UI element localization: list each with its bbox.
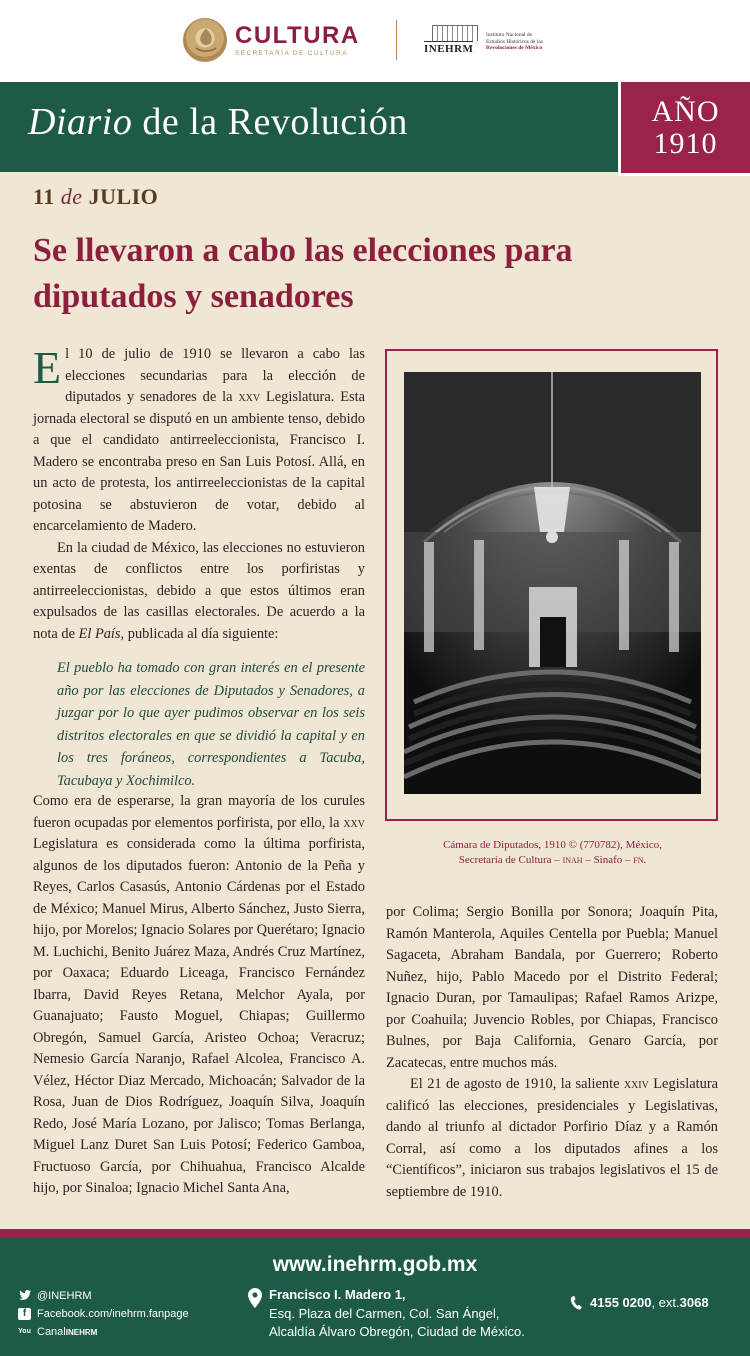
drop-cap: E	[33, 342, 62, 393]
top-header	[0, 0, 750, 82]
paragraph-3: Como era de esperarse, la gran mayoría de los curules fueron ocupadas por elementos porfirista, por ello, la xxv Legislatura es considerada como la última porfirista, algunos de los diputados fueron: Antonio de la Peña y Reyes, Carlos Casasús, Antonio Cárdenas por el Estado de México; Manuel Mirus, Alberto Sánchez, Justo Sierra, hijo, por Morelos; Ignacio Solares por Querétaro; Ignacio M. Luchichi, Benito Juárez Maza, Andrés Cruz Martínez, por Oaxaca; Eduardo Liceaga, Francisco Fernández Ibarra, David Reyes Retana, Melchor Ayala, por Guanajuato; Fausto Moguel, Chiapas; Guillermo Obregón, Samuel García, Aristeo Ochoa; Veracruz; Nemesio García Naranjo, Rafael Alcolea, Francisco A. Vélez, Héctor Diaz Mercado, Michoacán; Salvador de la Rosa, Juan de Dios Rodríguez, Joaquín Silva, Joaquín Redo, José María Lozano, por Jalisco; Tomas Berlanga, Miguel Lanz Duret San Luis Potosí; Federico Gamboa, Fructuoso García, por Chihuahua, Francisco Alcalde hijo, por Sinaloa; Ignacio Michel Santa Ana,	[33, 793, 365, 1196]
building-icon	[432, 25, 478, 41]
article-body-right	[386, 902, 718, 1203]
article-date: 11 de JULIO	[33, 184, 159, 209]
location-pin-icon	[248, 1288, 262, 1308]
paragraph-4: El 21 de agosto de 1910, la saliente xxiv Legislatura calificó las elecciones, presidenciales y Legislativas, dando al triunfo al dictador Porfirio Díaz y a Ramón Corral, así como a los diputados afines a los “Científicos”, iniciaron sus trabajos legislativos el 15 de septiembre de 1910.	[386, 1076, 718, 1200]
article-body-left-2	[33, 791, 365, 1200]
year-value: 1910	[653, 127, 718, 160]
chamber-of-deputies-photo[interactable]	[404, 372, 701, 794]
article-headline: Se llevaron a cabo las elecciones para diputados y senadores	[33, 232, 573, 315]
cultura-wordmark: CULTURA	[235, 21, 360, 49]
twitter-link[interactable]: @INEHRM	[18, 1287, 189, 1305]
youtube-icon: You	[18, 1328, 31, 1335]
cultura-subtitle: SECRETARÍA DE CULTURA	[235, 49, 348, 57]
website-link[interactable]: www.inehrm.gob.mx	[272, 1253, 478, 1276]
cultura-logo[interactable]	[183, 18, 360, 62]
inehrm-logo[interactable]	[424, 25, 564, 59]
year-badge	[618, 82, 750, 176]
inehrm-wordmark: INEHRM	[424, 43, 474, 55]
paragraph-1: El 10 de julio de 1910 se llevaron a cabo las elecciones secundarias para la elección de diputados y senadores de la xxv Legislatura. Esta jornada electoral se disputó en un ambiente tenso, debido a que el candidato antirreeleccionista, Francisco I. Madero se encontraba preso en San Luis Potosí. Allá, en un acto de protesta, los antirreeleccionistas de la capital potosina se abstuvieron de votar, debido al encarcelamiento de Madero.	[33, 342, 365, 534]
year-label: AÑO	[651, 95, 720, 128]
address-line-1: Francisco I. Madero 1,	[269, 1287, 406, 1302]
photo-caption: Cámara de Diputados, 1910 © (770782), México, Secretaría de Cultura – inah – Sinafo – fn.	[443, 839, 662, 866]
facebook-link[interactable]: f Facebook.com/inehrm.fanpage	[18, 1305, 189, 1323]
article-body-left	[33, 344, 365, 804]
logo-divider	[396, 20, 397, 60]
address-line-3: Alcaldía Álvaro Obregón, Ciudad de México.	[269, 1324, 525, 1339]
phone-icon	[570, 1296, 582, 1310]
paragraph-3-continued: por Colima; Sergio Bonilla por Sonora; Joaquín Pita, Ramón Manterola, Aquiles Centella por Puebla; Manuel Sagaceta, Abraham Bandala, por Guerrero; Roberto Nuñez, hijo, Pablo Macedo por el Distrito Federal; Ignacio Duran, por Tamaulipas; Rafael Ramos Arizpe, por Coahuila; Juvencio Robles, por Chiapas, Francisco Bulnes, por Baja California, Genaro García, por Zacatecas, entre muchos más.	[386, 904, 718, 1071]
inehrm-description: Instituto Nacional de Estudios Históricos de las Revoluciones de México	[486, 32, 543, 51]
youtube-link[interactable]: You Canal inehrm	[18, 1326, 98, 1338]
publication-title: Diario de la Revolución	[28, 101, 408, 143]
footer-stripe	[0, 1229, 750, 1237]
footer	[0, 1237, 750, 1356]
phone-number[interactable]: 4155 0200 , ext. 3068	[570, 1295, 709, 1310]
address-line-2: Esq. Plaza del Carmen, Col. San Ángel,	[269, 1305, 500, 1321]
facebook-icon: f	[18, 1308, 31, 1320]
twitter-icon	[18, 1290, 31, 1302]
social-links	[18, 1287, 189, 1341]
national-seal-icon	[183, 18, 227, 62]
address	[248, 1286, 525, 1342]
paragraph-2: En la ciudad de México, las elecciones no estuvieron exentas de conflictos entre los porfiristas y antirreeleccionistas, debido a que estos últimos eran expulsados de las casillas electorales. De acuerdo a la nota de El País, publicada al día siguiente:	[33, 539, 365, 642]
photo-frame	[385, 349, 718, 821]
newspaper-quote: El pueblo ha tomado con gran interés en el presente año por las elecciones de Diputados y Senadores, a juzgar por lo que ayer pudimos observar en los seis distritos electorales en que se dividió la capital y en los tres foráneos, correspondientes a Tacuba, Tacubaya y Xochimilco.	[57, 660, 365, 789]
